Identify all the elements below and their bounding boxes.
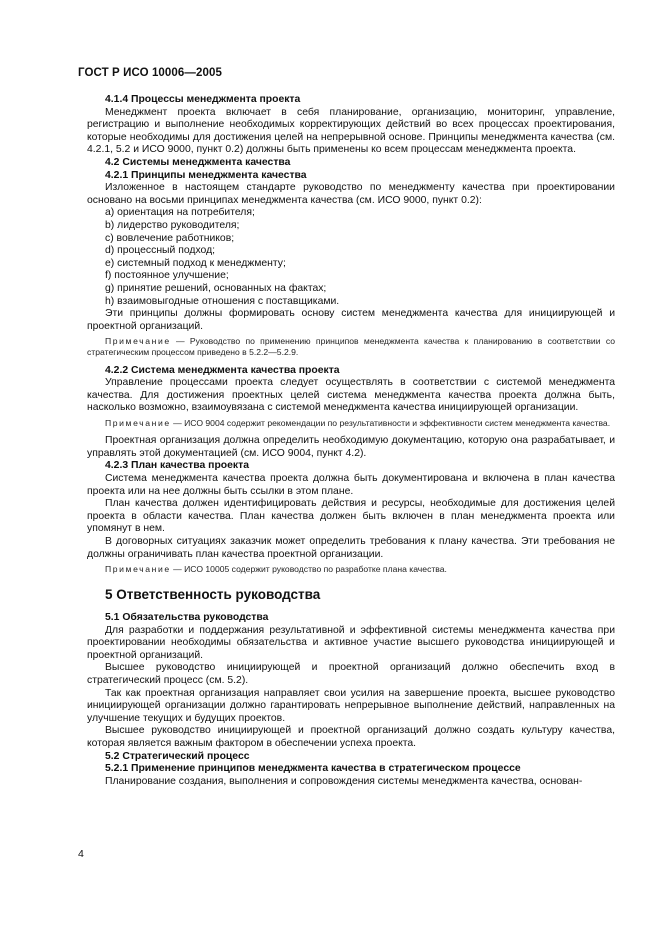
heading-5-1: 5.1 Обязательства руководства <box>105 612 269 623</box>
list-item: h) взаимовыгодные отношения с поставщиками. <box>105 295 340 307</box>
paragraph: Так как проектная организация направляет свои усилия на завершение проекта, высшее руководство инициирующей организации должно гарантировать непрерывное выполнение действий, направленных на улучшение текущих и будущих проектов. <box>87 687 615 724</box>
note <box>87 564 615 575</box>
document-body <box>87 94 615 788</box>
paragraph: В договорных ситуациях заказчик может определить требования к плану качества. Эти требования не должны ограничивать план качества проектной организации. <box>87 536 615 560</box>
paragraph: Планирование создания, выполнения и сопровождения системы менеджмента качества, основан- <box>105 775 583 787</box>
section-5-title: 5 Ответственность руководства <box>105 587 321 603</box>
note-text: — ИСО 10005 содержит руководство по разработке плана качества. <box>170 564 447 575</box>
list-item: f) постоянное улучшение; <box>105 270 229 282</box>
heading-4-1-4: 4.1.4 Процессы менеджмента проекта <box>105 94 301 105</box>
list-item: d) процессный подход; <box>105 245 216 257</box>
paragraph: Менеджмент проекта включает в себя планирование, организацию, мониторинг, управление, регистрацию и выполнение необходимых корректирующих действий во всех процессах проектирования, которые необходимы для достижения целей на непрерывной основе. Принципы менеджмента качества (см. 4.2.1, 5.2 и ИСО 9000, пункт 0.2) должны быть применены ко всем процессам менеджмента проекта. <box>87 106 615 156</box>
list-item: a) ориентация на потребителя; <box>105 207 255 219</box>
paragraph: Проектная организация должна определить необходимую документацию, которую она разрабатывает, и управлять этой документацией (см. ИСО 9004, пункт 4.2). <box>87 435 615 459</box>
list-item: g) принятие решений, основанных на фактах; <box>105 282 327 294</box>
heading-4-2-1: 4.2.1 Принципы менеджмента качества <box>105 169 307 181</box>
heading-4-2-2: 4.2.2 Система менеджмента качества проекта <box>105 364 340 376</box>
heading-4-2: 4.2 Системы менеджмента качества <box>105 156 291 168</box>
page-number: 4 <box>78 848 84 860</box>
paragraph: Для разработки и поддержания результативной и эффективной системы менеджмента качества при проектировании необходимы обязательства и активное участие высшего руководства инициирующей и проектной организаций. <box>87 624 615 661</box>
paragraph: Изложенное в настоящем стандарте руководство по менеджменту качества при проектировании основано на восьми принципах менеджмента качества (см. ИСО 9000, пункт 0.2): <box>87 182 615 206</box>
note-text: — ИСО 9004 содержит рекомендации по результативности и эффективности систем менеджмента качества. <box>170 418 611 429</box>
paragraph: Высшее руководство инициирующей и проектной организаций должно обеспечить вход в стратегический процесс (см. 5.2). <box>87 662 615 686</box>
heading-5-2: 5.2 Стратегический процесс <box>105 750 250 762</box>
note-text: — Руководство по применению принципов менеджмента качества к планированию в соответствии со стратегическим процессом приведено в 5.2.2—5.2.9. <box>87 336 615 358</box>
list-item: e) системный подход к менеджменту; <box>105 257 286 269</box>
heading-5-2-1: 5.2.1 Применение принципов менеджмента качества в стратегическом процессе <box>105 763 521 775</box>
note-label: Примечание <box>105 564 171 575</box>
note <box>87 336 615 358</box>
principles-list <box>87 207 615 308</box>
list-item: b) лидерство руководителя; <box>105 219 240 231</box>
note-label: Примечание <box>105 418 171 429</box>
heading-4-2-3: 4.2.3 План качества проекта <box>105 460 250 472</box>
paragraph: Система менеджмента качества проекта должна быть документирована и включена в план качества проекта или на нее должны быть ссылки в этом плане. <box>87 473 615 497</box>
list-item: c) вовлечение работников; <box>105 232 235 244</box>
document-header: ГОСТ Р ИСО 10006—2005 <box>78 67 223 79</box>
note-label: Примечание <box>105 336 171 347</box>
note <box>87 418 615 429</box>
paragraph: Эти принципы должны формировать основу систем менеджмента качества для инициирующей и проектной организаций. <box>87 308 615 332</box>
paragraph: План качества должен идентифицировать действия и ресурсы, необходимые для достижения целей проекта в области качества. План качества должен быть включен в план менеджмента проекта или упомянут в нем. <box>87 498 615 535</box>
paragraph: Высшее руководство инициирующей и проектной организаций должно создать культуру качества, которая является важным фактором в обеспечении успеха проекта. <box>87 725 615 749</box>
paragraph: Управление процессами проекта следует осуществлять в соответствии с системой менеджмента качества. Для достижения проектных целей система менеджмента качества проекта должна быть, насколько возможно, взаимоувязана с системой менеджмента качества инициирующей организации. <box>87 377 615 414</box>
